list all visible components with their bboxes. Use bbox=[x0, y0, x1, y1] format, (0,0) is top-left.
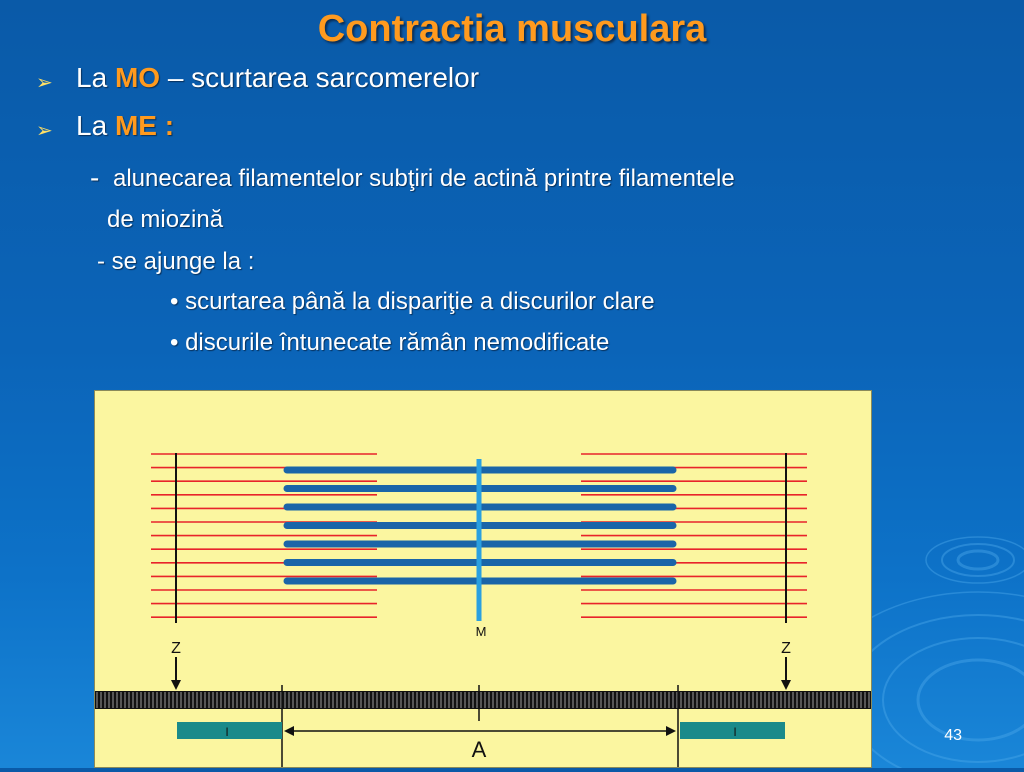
bullet-arrow-icon: ➢ bbox=[36, 72, 53, 94]
a-band-arrow-right-head bbox=[666, 726, 676, 736]
dot-item-shortening: • scurtarea până la dispariţie a discurilor clare bbox=[170, 288, 655, 315]
i-label-left: I bbox=[225, 725, 229, 739]
a-band-label: A bbox=[471, 737, 487, 762]
z-arrow-right-head bbox=[781, 680, 791, 690]
actin-filaments-left bbox=[151, 454, 377, 617]
i-band-left bbox=[177, 722, 282, 739]
bullet-mo bbox=[76, 62, 479, 94]
bullet-arrow-icon: ➢ bbox=[36, 120, 53, 142]
a-band-arrow-left-head bbox=[284, 726, 294, 736]
m-label: M bbox=[475, 624, 487, 639]
bullet-mo-prefix: La bbox=[76, 62, 115, 93]
z-label-right: Z bbox=[781, 640, 791, 657]
z-arrow-left-head bbox=[171, 680, 181, 690]
sub-item-sliding-line2: de miozină bbox=[107, 206, 224, 233]
ruler-bar bbox=[95, 691, 871, 709]
dash-marker: - bbox=[90, 162, 100, 193]
sarcomere-svg bbox=[95, 391, 871, 767]
sub-item-reaches: - se ajunge la : bbox=[97, 248, 255, 275]
bullet-mo-text: – scurtarea sarcomerelor bbox=[160, 62, 480, 93]
bullet-me-highlight: ME : bbox=[114, 110, 175, 141]
actin-filaments-right bbox=[581, 454, 807, 617]
bullet-me bbox=[76, 110, 174, 142]
i-label-right: I bbox=[733, 725, 737, 739]
bullet-mo-highlight: MO bbox=[114, 62, 161, 93]
sarcomere-diagram bbox=[94, 390, 872, 768]
page-number: 43 bbox=[944, 727, 962, 744]
z-label-left: Z bbox=[171, 640, 181, 657]
bullet-me-prefix: La bbox=[76, 110, 115, 141]
sub-item-sliding-line1: alunecarea filamentelor subţiri de actină printre filamentele bbox=[113, 165, 735, 192]
dot-item-dark-discs: • discurile întunecate rămân nemodificate bbox=[170, 329, 610, 356]
slide-title: Contractia musculara bbox=[317, 8, 707, 50]
